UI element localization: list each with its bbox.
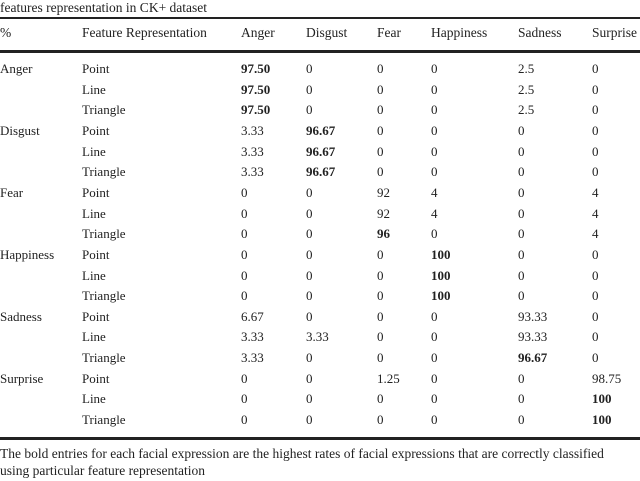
value-cell: 4 — [592, 205, 599, 221]
table-caption: features representation in CK+ dataset — [0, 0, 208, 15]
value-cell: 0 — [518, 288, 525, 304]
feature-representation-cell: Line — [82, 143, 106, 159]
value-cell: 4 — [592, 184, 599, 200]
value-cell: 96.67 — [306, 122, 336, 138]
value-cell: 2.5 — [518, 102, 535, 118]
value-cell: 0 — [306, 61, 313, 76]
value-cell: 0 — [241, 288, 248, 304]
value-cell: 0 — [306, 412, 313, 428]
feature-representation-cell: Point — [82, 184, 110, 200]
value-cell: 0 — [592, 350, 599, 366]
value-cell: 0 — [431, 370, 438, 386]
value-cell: 96.67 — [306, 143, 336, 159]
feature-representation-cell: Point — [82, 246, 110, 262]
value-cell: 96 — [377, 226, 390, 242]
value-cell: 0 — [592, 308, 599, 324]
value-cell: 0 — [241, 370, 248, 386]
value-cell: 0 — [431, 81, 438, 97]
value-cell: 0 — [241, 246, 248, 262]
value-cell: 0 — [241, 184, 248, 200]
row-group-label: Disgust — [0, 122, 40, 138]
row-group-label: Fear — [0, 184, 24, 200]
value-cell: 0 — [592, 143, 599, 159]
value-cell: 3.33 — [241, 329, 264, 345]
value-cell: 3.33 — [306, 329, 329, 345]
value-cell: 97.50 — [241, 81, 271, 97]
value-cell: 0 — [306, 81, 313, 97]
value-cell: 0 — [518, 164, 525, 180]
value-cell: 0 — [306, 246, 313, 262]
value-cell: 97.50 — [241, 102, 271, 118]
value-cell: 0 — [377, 81, 384, 97]
feature-representation-cell: Triangle — [82, 412, 126, 428]
row-group-label: Happiness — [0, 246, 55, 262]
value-cell: 0 — [592, 61, 599, 76]
column-header: Fear — [377, 25, 401, 40]
value-cell: 6.67 — [241, 308, 264, 324]
row-group-label: Anger — [0, 61, 33, 76]
value-cell: 0 — [592, 246, 599, 262]
value-cell: 4 — [431, 205, 438, 221]
column-header: Sadness — [518, 25, 562, 40]
value-cell: 0 — [518, 226, 525, 242]
value-cell: 92 — [377, 205, 390, 221]
value-cell: 0 — [377, 61, 384, 76]
feature-representation-cell: Point — [82, 308, 110, 324]
value-cell: 0 — [306, 350, 313, 366]
value-cell: 100 — [431, 288, 451, 304]
footnote-line-1: The bold entries for each facial expression are the highest rates of facial expressions that are correctly classified — [0, 446, 604, 461]
value-cell: 100 — [431, 246, 451, 262]
value-cell: 0 — [377, 102, 384, 118]
value-cell: 0 — [518, 267, 525, 283]
value-cell: 0 — [306, 308, 313, 324]
feature-representation-cell: Point — [82, 370, 110, 386]
value-cell: 0 — [518, 370, 525, 386]
value-cell: 0 — [518, 205, 525, 221]
value-cell: 0 — [306, 205, 313, 221]
header-rule — [0, 50, 640, 53]
value-cell: 0 — [377, 350, 384, 366]
value-cell: 0 — [241, 205, 248, 221]
value-cell: 3.33 — [241, 164, 264, 180]
value-cell: 0 — [518, 143, 525, 159]
value-cell: 0 — [592, 267, 599, 283]
feature-representation-cell: Triangle — [82, 350, 126, 366]
value-cell: 0 — [306, 226, 313, 242]
value-cell: 3.33 — [241, 143, 264, 159]
feature-representation-cell: Triangle — [82, 164, 126, 180]
value-cell: 0 — [592, 102, 599, 118]
value-cell: 4 — [592, 226, 599, 242]
value-cell: 0 — [431, 226, 438, 242]
value-cell: 97.50 — [241, 61, 271, 76]
feature-representation-cell: Triangle — [82, 102, 126, 118]
value-cell: 0 — [241, 412, 248, 428]
value-cell: 0 — [592, 164, 599, 180]
value-cell: 100 — [592, 391, 612, 407]
feature-representation-cell: Triangle — [82, 288, 126, 304]
value-cell: 2.5 — [518, 81, 535, 97]
value-cell: 0 — [518, 184, 525, 200]
value-cell: 4 — [431, 184, 438, 200]
value-cell: 1.25 — [377, 370, 400, 386]
value-cell: 0 — [377, 122, 384, 138]
value-cell: 0 — [306, 391, 313, 407]
column-header: Feature Representation — [82, 25, 207, 40]
column-header: Surprise — [592, 25, 637, 40]
feature-representation-cell: Line — [82, 81, 106, 97]
feature-representation-cell: Line — [82, 391, 106, 407]
footnote-line-2: using particular feature representation — [0, 463, 206, 478]
feature-representation-cell: Point — [82, 61, 110, 76]
feature-representation-cell: Point — [82, 122, 110, 138]
value-cell: 0 — [431, 122, 438, 138]
value-cell: 0 — [431, 61, 438, 76]
value-cell: 0 — [431, 102, 438, 118]
value-cell: 0 — [431, 391, 438, 407]
value-cell: 96.67 — [306, 164, 336, 180]
value-cell: 0 — [377, 267, 384, 283]
value-cell: 0 — [306, 267, 313, 283]
value-cell: 93.33 — [518, 308, 548, 324]
column-header: Anger — [241, 25, 275, 40]
value-cell: 0 — [431, 164, 438, 180]
value-cell: 0 — [377, 288, 384, 304]
value-cell: 93.33 — [518, 329, 548, 345]
value-cell: 0 — [592, 122, 599, 138]
feature-representation-cell: Triangle — [82, 226, 126, 242]
feature-representation-cell: Line — [82, 205, 106, 221]
value-cell: 0 — [431, 308, 438, 324]
value-cell: 0 — [377, 246, 384, 262]
value-cell: 100 — [592, 412, 612, 428]
feature-representation-cell: Line — [82, 267, 106, 283]
value-cell: 0 — [377, 164, 384, 180]
value-cell: 0 — [377, 391, 384, 407]
value-cell: 0 — [592, 288, 599, 304]
value-cell: 0 — [431, 329, 438, 345]
value-cell: 0 — [306, 184, 313, 200]
value-cell: 0 — [377, 143, 384, 159]
value-cell: 0 — [377, 308, 384, 324]
value-cell: 0 — [306, 102, 313, 118]
value-cell: 96.67 — [518, 350, 548, 366]
value-cell: 0 — [306, 288, 313, 304]
value-cell: 0 — [241, 226, 248, 242]
value-cell: 0 — [377, 412, 384, 428]
value-cell: 0 — [431, 143, 438, 159]
value-cell: 92 — [377, 184, 390, 200]
value-cell: 0 — [431, 412, 438, 428]
value-cell: 0 — [241, 267, 248, 283]
feature-representation-cell: Line — [82, 329, 106, 345]
value-cell: 98.75 — [592, 370, 622, 386]
value-cell: 100 — [431, 267, 451, 283]
value-cell: 0 — [518, 246, 525, 262]
top-rule — [0, 17, 640, 19]
value-cell: 2.5 — [518, 61, 535, 76]
value-cell: 0 — [431, 350, 438, 366]
value-cell: 0 — [592, 81, 599, 97]
column-header: Disgust — [306, 25, 348, 40]
value-cell: 0 — [518, 412, 525, 428]
value-cell: 0 — [377, 329, 384, 345]
column-header: % — [0, 25, 12, 40]
value-cell: 3.33 — [241, 350, 264, 366]
value-cell: 0 — [592, 329, 599, 345]
value-cell: 0 — [518, 391, 525, 407]
value-cell: 0 — [241, 391, 248, 407]
row-group-label: Surprise — [0, 370, 44, 386]
bottom-rule — [0, 437, 640, 440]
value-cell: 0 — [518, 122, 525, 138]
row-group-label: Sadness — [0, 308, 42, 324]
column-header: Happiness — [431, 25, 488, 40]
value-cell: 0 — [306, 370, 313, 386]
value-cell: 3.33 — [241, 122, 264, 138]
